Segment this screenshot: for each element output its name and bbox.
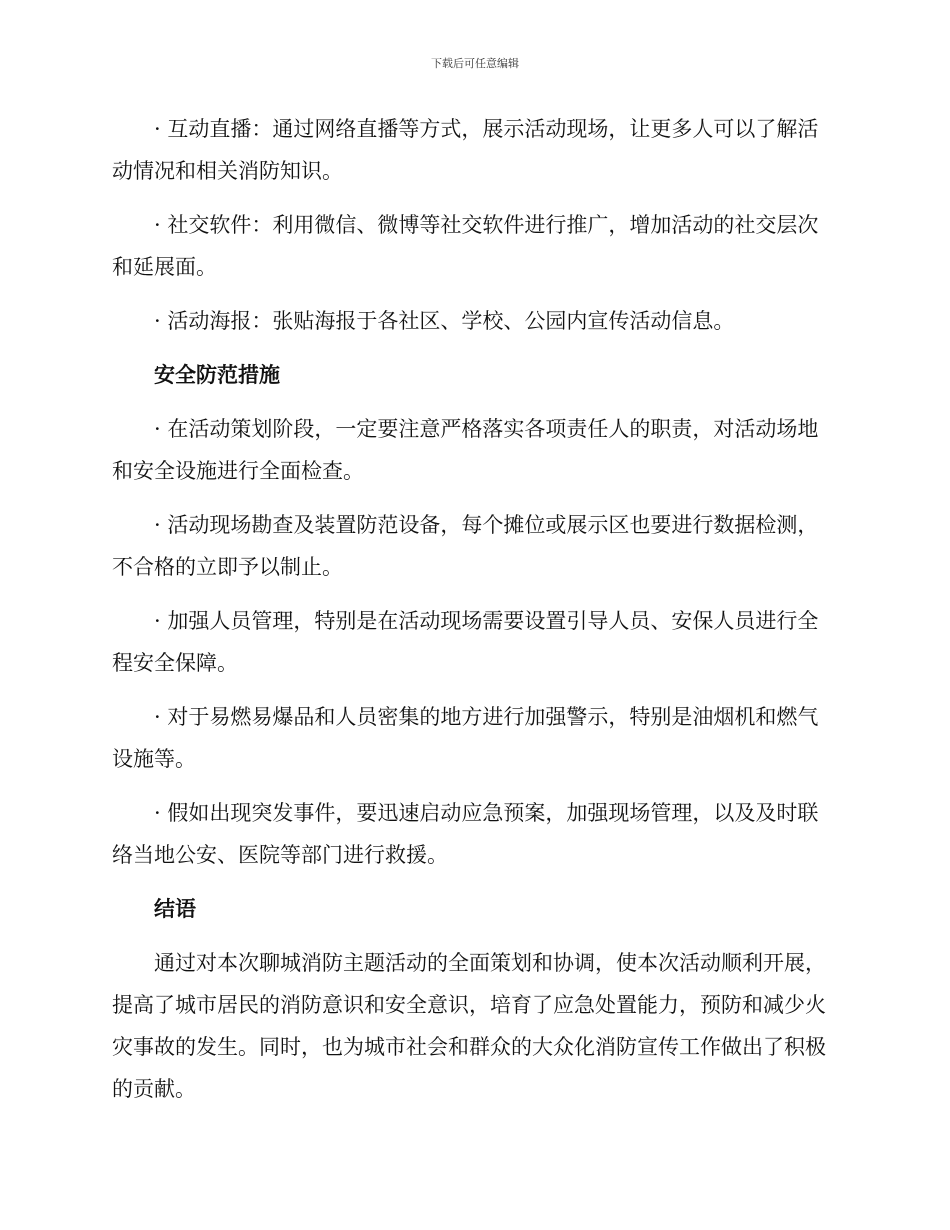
bullet-site-inspection: · 活动现场勘查及装置防范设备，每个摊位或展示区也要进行数据检测，不合格的立即予以制止。	[112, 513, 819, 579]
bullet-live-streaming: · 互动直播：通过网络直播等方式，展示活动现场，让更多人可以了解活动情况和相关消防知识。	[112, 117, 819, 183]
header-note: 下载后可任意编辑	[431, 57, 519, 70]
bullet-hazard-warnings: · 对于易燃易爆品和人员密集的地方进行加强警示，特别是油烟机和燃气设施等。	[112, 705, 819, 771]
bullet-social-software: · 社交软件：利用微信、微博等社交软件进行推广，增加活动的社交层次和延展面。	[112, 213, 819, 279]
bullet-emergency-response: · 假如出现突发事件，要迅速启动应急预案，加强现场管理，以及及时联络当地公安、医院等部门进行救援。	[112, 801, 819, 867]
bullet-planning-stage: · 在活动策划阶段，一定要注意严格落实各项责任人的职责，对活动场地和安全设施进行全面检查。	[112, 417, 819, 483]
bullet-staff-management: · 加强人员管理，特别是在活动现场需要设置引导人员、安保人员进行全程安全保障。	[112, 609, 819, 675]
bullet-event-posters: · 活动海报：张贴海报于各社区、学校、公园内宣传活动信息。	[154, 309, 735, 333]
conclusion-paragraph: 通过对本次聊城消防主题活动的全面策划和协调，使本次活动顺利开展，提高了城市居民的消防意识和安全意识，培育了应急处置能力，预防和减少火灾事故的发生。同时，也为城市社会和群众的大众化消防宣传工作做出了积极的贡献。	[112, 951, 826, 1101]
section-heading-safety: 安全防范措施	[154, 363, 280, 387]
section-heading-conclusion: 结语	[154, 897, 196, 921]
document-body	[112, 108, 834, 1122]
